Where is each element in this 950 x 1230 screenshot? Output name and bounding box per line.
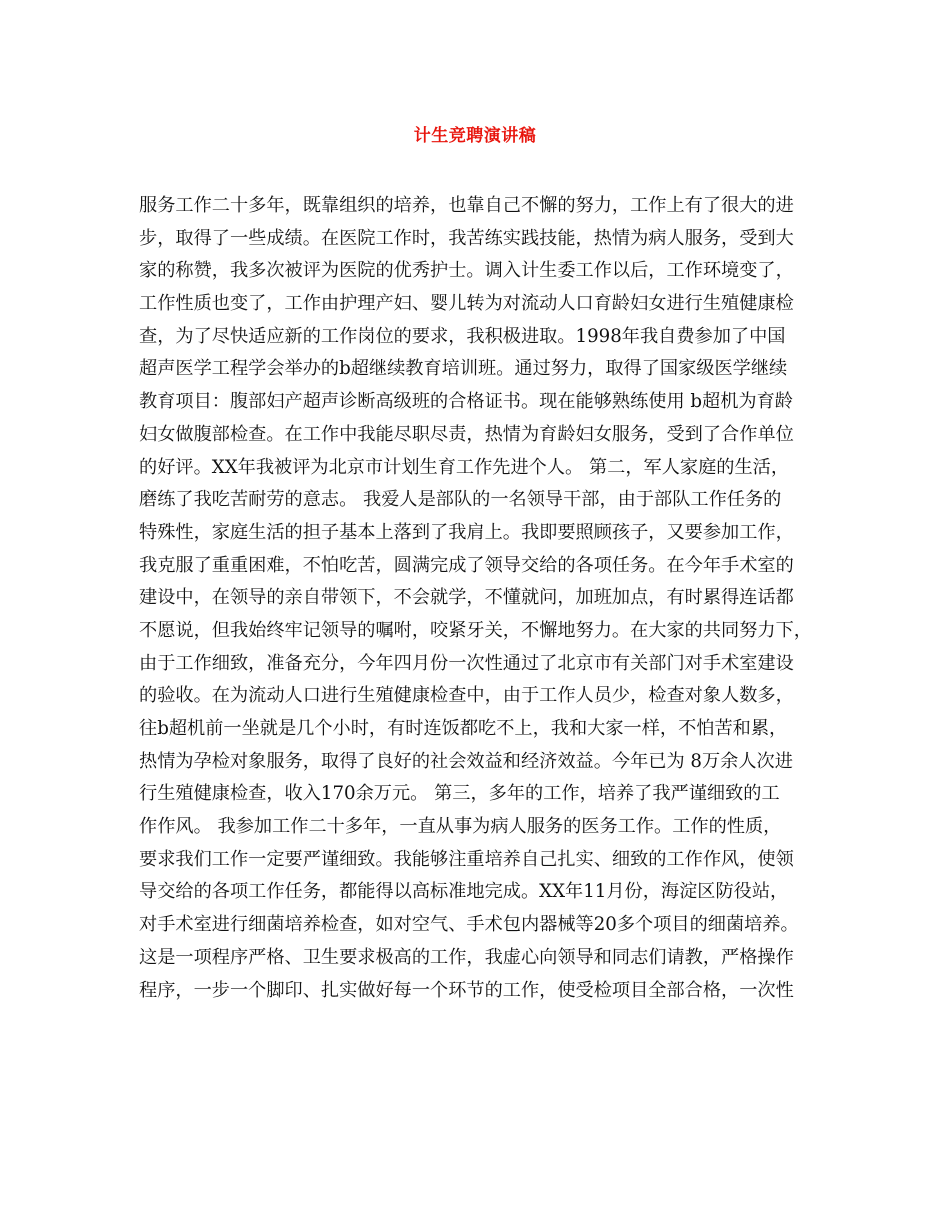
body-line: 行生殖健康检查，收入170余万元。 第三，多年的工作，培养了我严谨细致的工: [139, 783, 780, 805]
body-line: 家的称赞，我多次被评为医院的优秀护士。调入计生委工作以后，工作环境变了，: [139, 260, 794, 282]
body-line: 的好评。XX年我被评为北京市计划生育工作先进个人。 第二，军人家庭的生活，: [139, 456, 790, 478]
body-line: 作作风。 我参加工作二十多年，一直从事为病人服务的医务工作。工作的性质，: [139, 816, 782, 838]
document-title: 计生竞聘演讲稿: [413, 126, 537, 146]
body-line: 这是一项程序严格、卫生要求极高的工作，我虚心向领导和同志们请教，严格操作: [139, 946, 794, 968]
document-body: [139, 190, 839, 1007]
body-line: 程序，一步一个脚印、扎实做好每一个环节的工作，使受检项目全部合格，一次性: [139, 979, 794, 1001]
body-line: 导交给的各项工作任务，都能得以高标准地完成。XX年11月份，海淀区防役站，: [139, 881, 789, 903]
body-line: 建设中，在领导的亲自带领下，不会就学，不懂就问，加班加点，有时累得连话都: [139, 587, 794, 609]
body-line: 往b超机前一坐就是几个小时，有时连饭都吃不上，我和大家一样，不怕苦和累，: [139, 718, 788, 739]
body-line: 教育项目：腹部妇产超声诊断高级班的合格证书。现在能够熟练使用 b超机为育龄: [139, 391, 793, 413]
body-line: 特殊性，家庭生活的担子基本上落到了我肩上。我即要照顾孩子，又要参加工作，: [139, 521, 794, 543]
body-line: 不愿说，但我始终牢记领导的嘱咐，咬紧牙关，不懈地努力。在大家的共同努力下，: [139, 619, 812, 641]
body-line: 工作性质也变了，工作由护理产妇、婴儿转为对流动人口育龄妇女进行生殖健康检: [139, 293, 794, 315]
body-line: 我克服了重重困难，不怕吃苦，圆满完成了领导交给的各项任务。在今年手术室的: [139, 554, 794, 576]
body-line: 要求我们工作一定要严谨细致。我能够注重培养自己扎实、细致的工作作风，使领: [139, 848, 794, 870]
body-line: 热情为孕检对象服务，取得了良好的社会效益和经济效益。今年已为 8万余人次进: [139, 750, 793, 772]
body-line: 超声医学工程学会举办的b超继续教育培训班。通过努力，取得了国家级医学继续: [139, 358, 788, 380]
body-line: 的验收。在为流动人口进行生殖健康检查中，由于工作人员少，检查对象人数多，: [139, 685, 794, 707]
body-line: 妇女做腹部检查。在工作中我能尽职尽责，热情为育龄妇女服务，受到了合作单位: [139, 423, 794, 445]
body-line: 由于工作细致，准备充分，今年四月份一次性通过了北京市有关部门对手术室建设: [139, 652, 794, 674]
body-line: 步，取得了一些成绩。在医院工作时，我苦练实践技能，热情为病人服务，受到大: [139, 227, 794, 249]
body-line: 对手术室进行细菌培养检查，如对空气、手术包内器械等20多个项目的细菌培养。: [139, 914, 799, 936]
body-line: 查，为了尽快适应新的工作岗位的要求，我积极进取。1998年我自费参加了中国: [139, 325, 786, 347]
body-line: 磨练了我吃苦耐劳的意志。 我爱人是部队的一名领导干部，由于部队工作任务的: [139, 489, 782, 511]
body-line: 服务工作二十多年，既靠组织的培养，也靠自己不懈的努力，工作上有了很大的进: [139, 195, 794, 216]
